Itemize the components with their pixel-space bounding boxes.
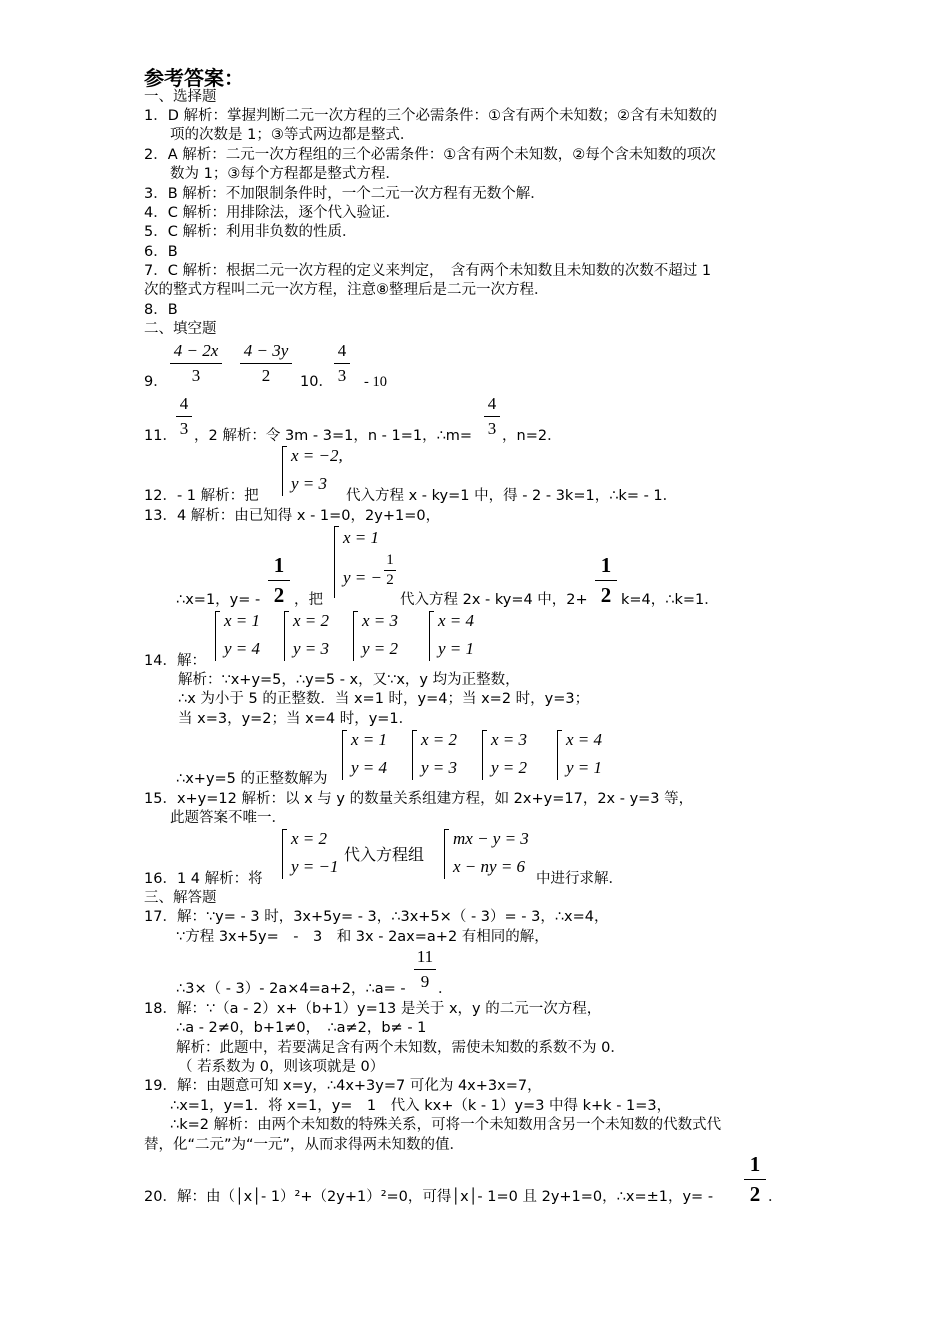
answer-10-number: 10．: [300, 374, 333, 390]
fraction-13-system: 1 2: [384, 552, 396, 589]
answer-16-text-mid: 代入方程组: [344, 845, 425, 864]
answer-15-line-2: 此题答案不唯一．: [170, 810, 286, 826]
answer-13-text-c: 代入方程 2x - ky=4 中，2+: [400, 592, 588, 608]
answer-3: 3．B 解析：不加限制条件时，一个二元一次方程有无数个解．: [144, 186, 545, 202]
answer-18-line-2: ∴a - 2≠0，b+1≠0， ∴a≠2，b≠ - 1: [176, 1020, 427, 1036]
section-choice: 一、选择题: [144, 89, 217, 105]
answer-13-text-a: ∴x=1，y= -: [176, 592, 261, 608]
answer-18-line-3: 解析：此题中，若要满足含有两个未知数，需使未知数的系数不为 0．: [176, 1040, 625, 1056]
fraction-17: 11 9: [414, 947, 436, 992]
answer-16-prefix: 16．1 4 解析：将: [144, 871, 263, 887]
answer-11-end: ，n=2．: [502, 428, 562, 444]
answer-11-number: 11．: [144, 428, 177, 444]
answer-4: 4．C 解析：用排除法，逐个代入验证．: [144, 205, 400, 221]
fraction-13a: 1 2: [268, 553, 290, 608]
system-14-b: x = 2 y = 3: [284, 611, 344, 665]
answer-1-line-2: 项的次数是 1；③等式两边都是整式．: [170, 127, 415, 143]
answer-14-prefix: 14．解：: [144, 653, 206, 669]
system-12: x = −2, y = 3: [282, 446, 352, 500]
section-solve: 三、解答题: [144, 890, 217, 906]
answer-14-line-4: 当 x=3，y=2；当 x=4 时，y=1．: [178, 711, 414, 727]
system-14-a: x = 1 y = 4: [215, 611, 275, 665]
answer-13-text-d: k=4，∴k=1．: [621, 592, 719, 608]
answer-5: 5．C 解析：利用非负数的性质．: [144, 224, 357, 240]
system-16-b: mx − y = 3 x − ny = 6: [444, 829, 536, 883]
answer-16-text-end: 中进行求解．: [536, 871, 623, 887]
answer-18-line-1: 18．解：∵（a - 2）x+（b+1）y=13 是关于 x，y 的二元一次方程，: [144, 1001, 602, 1017]
page-title: 参考答案：: [144, 66, 244, 90]
answer-12-prefix: 12．- 1 解析：把: [144, 488, 259, 504]
answer-8: 8．B: [144, 302, 178, 318]
answer-19-line-3: ∴k=2 解析：由两个未知数的特殊关系，可将一个未知数用含另一个未知数的代数式代: [170, 1117, 722, 1133]
section-fill: 二、填空题: [144, 321, 217, 337]
system-14-g: x = 3 y = 2: [482, 730, 542, 784]
answer-17-line-2: ∵方程 3x+5y= - 3 和 3x - 2ax=a+2 有相同的解，: [176, 929, 549, 945]
answer-7-line-2: 次的整式方程叫二元一次方程，注意⑧整理后是二元一次方程．: [144, 282, 549, 298]
answer-19-line-4: 替，化“二元”为“一元”，从而求得两未知数的值．: [144, 1137, 465, 1153]
answer-20-line-1: 20．解：由（│x│- 1）²+（2y+1）²=0，可得│x│- 1=0 且 2y+1=0，∴x=±1，y= -: [144, 1189, 714, 1205]
answer-12-text: 代入方程 x - ky=1 中，得 - 2 - 3k=1，∴k= - 1．: [346, 488, 678, 504]
system-14-c: x = 3 y = 2: [353, 611, 413, 665]
answer-20-end: ．: [768, 1189, 783, 1205]
answer-2-line-2: 数为 1；③每个方程都是整式方程．: [170, 166, 400, 182]
system-13: x = 1 y = − 1 2: [334, 526, 404, 602]
answer-19-line-2: ∴x=1，y=1．将 x=1，y= 1 代入 kx+（k - 1）y=3 中得 k+k - 1=3，: [170, 1098, 672, 1114]
answer-18-line-4: （ 若系数为 0，则该项就是 0）: [178, 1059, 385, 1075]
system-14-d: x = 4 y = 1: [429, 611, 489, 665]
answer-9-number: 9．: [144, 374, 168, 390]
answer-7-line-1: 7．C 解析：根据二元一次方程的定义来判定， 含有两个未知数且未知数的次数不超过 1: [144, 263, 712, 279]
answer-13-line-1: 13．4 解析：由已知得 x - 1=0，2y+1=0，: [144, 508, 441, 524]
answer-17-line-3: ∴3×（ - 3）- 2a×4=a+2，∴a= -: [176, 981, 406, 997]
answer-19-line-1: 19．解：由题意可知 x=y，∴4x+3y=7 可化为 4x+3x=7，: [144, 1078, 542, 1094]
answer-17-line-1: 17．解：∵y= - 3 时，3x+5y= - 3，∴3x+5×（ - 3）= - 3，∴x=4，: [144, 909, 609, 925]
answer-14-line-2: 解析：∵x+y=5，∴y=5 - x，又∵x，y 均为正整数，: [178, 672, 520, 688]
answer-10-rest: - 10: [364, 374, 387, 390]
fraction-10: 4 3: [334, 341, 350, 386]
answer-17-end: ．: [438, 981, 453, 997]
answer-2-line-1: 2．A 解析：二元一次方程组的三个必需条件：①含有两个未知数，②每个含未知数的项次: [144, 147, 716, 163]
answer-13-text-b: ，把: [294, 592, 323, 608]
fraction-11b: 4 3: [484, 394, 500, 439]
system-14-f: x = 2 y = 3: [412, 730, 472, 784]
answer-11-text: ，2 解析：令 3m - 3=1，n - 1=1，∴m=: [194, 428, 473, 444]
answer-14-line-5: ∴x+y=5 的正整数解为: [176, 771, 328, 787]
answer-15-line-1: 15．x+y=12 解析：以 x 与 y 的数量关系组建方程，如 2x+y=17，2x - y=3 等，: [144, 791, 694, 807]
fraction-9b: 4 − 3y 2: [240, 341, 292, 386]
system-16-a: x = 2 y = −1: [282, 829, 346, 883]
fraction-11a: 4 3: [176, 394, 192, 439]
fraction-20: 1 2: [744, 1152, 766, 1207]
system-14-e: x = 1 y = 4: [342, 730, 402, 784]
system-14-h: x = 4 y = 1: [557, 730, 617, 784]
fraction-13b: 1 2: [595, 553, 617, 608]
fraction-9a: 4 − 2x 3: [170, 341, 222, 386]
answer-14-line-3: ∴x 为小于 5 的正整数．当 x=1 时，y=4；当 x=2 时，y=3；: [178, 691, 590, 707]
answer-6: 6．B: [144, 244, 178, 260]
answer-1-line-1: 1．D 解析：掌握判断二元一次方程的三个必需条件：①含有两个未知数；②含有未知数的: [144, 108, 717, 124]
